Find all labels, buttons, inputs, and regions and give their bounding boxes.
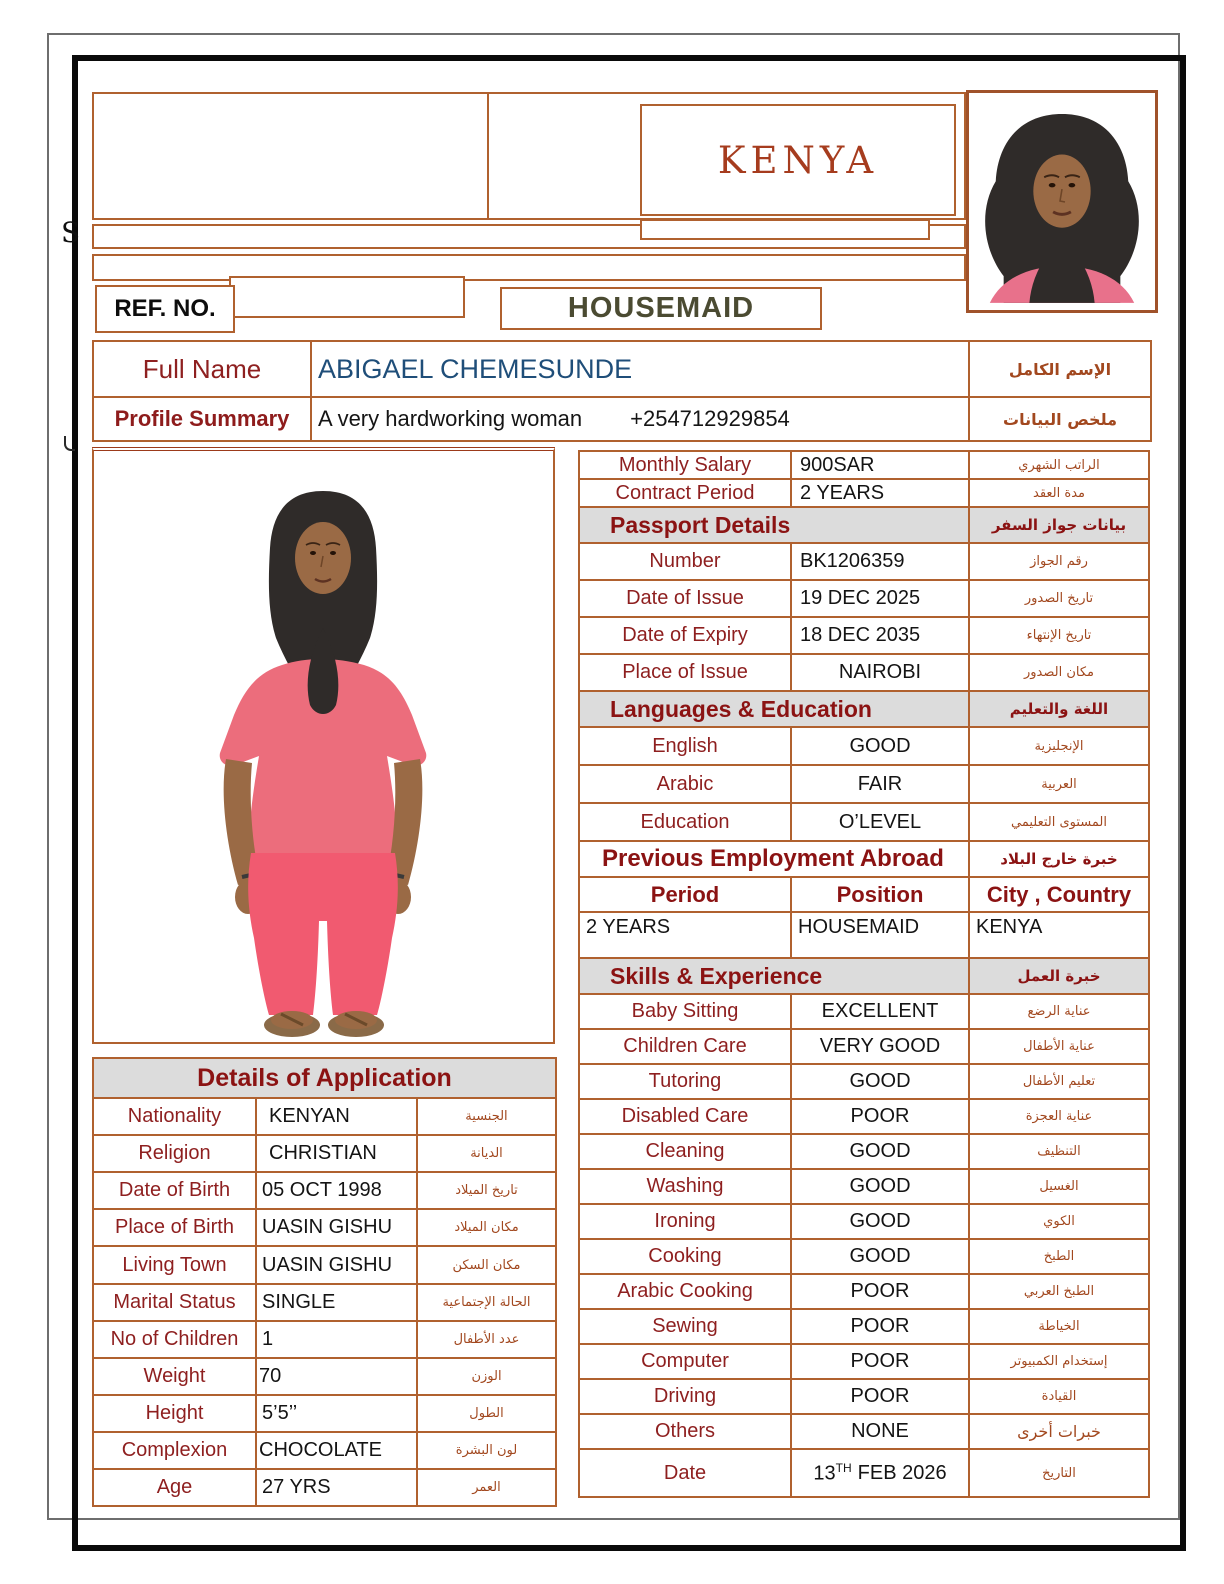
education-label: Education [579, 803, 791, 841]
profile-summary-arabic: ملخص البيانات [969, 397, 1151, 441]
passport-section-title: Passport Details [579, 507, 969, 543]
expiry-date-arabic: تاريخ الإنتهاء [969, 617, 1149, 654]
living-town-label: Living Town [93, 1246, 256, 1284]
ref-no-label: REF. NO. [114, 295, 216, 322]
applicant-full-photo [96, 453, 551, 1042]
driving-value: POOR [791, 1379, 969, 1414]
tutoring-label: Tutoring [579, 1064, 791, 1099]
profile-phone: +254712929854 [630, 406, 790, 431]
header-box-divider [487, 92, 489, 220]
stray-mark [64, 436, 75, 451]
issue-date-arabic: تاريخ الصدور [969, 580, 1149, 617]
education-value: O’LEVEL [791, 803, 969, 841]
children-count-value: 1 [256, 1321, 417, 1358]
nationality-label: Nationality [93, 1098, 256, 1135]
city-column-header: City , Country [969, 877, 1149, 912]
complexion-value: CHOCOLATE [256, 1432, 417, 1469]
washing-value: GOOD [791, 1169, 969, 1204]
education-arabic: المستوى التعليمي [969, 803, 1149, 841]
ironing-value: GOOD [791, 1204, 969, 1239]
computer-value: POOR [791, 1344, 969, 1379]
birth-place-label: Place of Birth [93, 1209, 256, 1246]
languages-section-title: Languages & Education [579, 691, 969, 727]
tutoring-arabic: تعليم الأطفال [969, 1064, 1149, 1099]
height-value: 5’5’’ [256, 1395, 417, 1432]
computer-arabic: إستخدام الكمبيوتر [969, 1344, 1149, 1379]
washing-label: Washing [579, 1169, 791, 1204]
ref-no-value-box [229, 276, 465, 318]
sewing-arabic: الخياطة [969, 1309, 1149, 1344]
issue-place-arabic: مكان الصدور [969, 654, 1149, 691]
contract-value: 2 YEARS [791, 479, 969, 507]
arabic-label: Arabic [579, 765, 791, 803]
issue-place-label: Place of Issue [579, 654, 791, 691]
nationality-value: KENYAN [256, 1098, 417, 1135]
country-title: KENYA [717, 138, 879, 182]
full-name-label: Full Name [93, 341, 311, 397]
employment-position: HOUSEMAID [791, 912, 969, 958]
childrencare-label: Children Care [579, 1029, 791, 1064]
height-arabic: الطول [417, 1395, 556, 1432]
living-town-arabic: مكان السكن [417, 1246, 556, 1284]
cleaning-value: GOOD [791, 1134, 969, 1169]
weight-label: Weight [93, 1358, 256, 1395]
disabledcare-arabic: عناية العجزة [969, 1099, 1149, 1134]
religion-arabic: الديانة [417, 1135, 556, 1172]
sewing-value: POOR [791, 1309, 969, 1344]
salary-value: 900SAR [791, 451, 969, 479]
expiry-date-label: Date of Expiry [579, 617, 791, 654]
driving-arabic: القيادة [969, 1379, 1149, 1414]
header-strip-under-country [640, 219, 930, 240]
babysitting-value: EXCELLENT [791, 994, 969, 1029]
passport-number-arabic: رقم الجواز [969, 543, 1149, 580]
contract-label: Contract Period [579, 479, 791, 507]
birth-date-arabic: تاريخ الميلاد [417, 1172, 556, 1209]
salary-arabic: الراتب الشهري [969, 451, 1149, 479]
profile-summary-value [311, 397, 969, 441]
ref-no-label-box [95, 285, 235, 333]
profile-summary-label: Profile Summary [93, 397, 311, 441]
country-title-box [640, 104, 956, 216]
weight-value: 70 [256, 1358, 417, 1395]
employment-section-arabic: خبرة خارج البلاد [969, 841, 1149, 877]
marital-status-value: SINGLE [256, 1284, 417, 1321]
arabic-arabic: العربية [969, 765, 1149, 803]
english-label: English [579, 727, 791, 765]
age-label: Age [93, 1469, 256, 1506]
period-column-header: Period [579, 877, 791, 912]
details-table [92, 1057, 557, 1507]
babysitting-arabic: عناية الرضع [969, 994, 1149, 1029]
others-value: NONE [791, 1414, 969, 1449]
ironing-label: Ironing [579, 1204, 791, 1239]
date-label: Date [579, 1449, 791, 1497]
english-arabic: الإنجليزية [969, 727, 1149, 765]
languages-section-arabic: اللغة والتعليم [969, 691, 1149, 727]
marital-status-label: Marital Status [93, 1284, 256, 1321]
contract-arabic: مدة العقد [969, 479, 1149, 507]
disabledcare-value: POOR [791, 1099, 969, 1134]
others-label: Others [579, 1414, 791, 1449]
babysitting-label: Baby Sitting [579, 994, 791, 1029]
others-arabic: خبرات أخرى [969, 1414, 1149, 1449]
applicant-headshot-frame [966, 90, 1158, 313]
ironing-arabic: الكوي [969, 1204, 1149, 1239]
tutoring-value: GOOD [791, 1064, 969, 1099]
marital-status-arabic: الحالة الإجتماعية [417, 1284, 556, 1321]
passport-number-value: BK1206359 [791, 543, 969, 580]
complexion-arabic: لون البشرة [417, 1432, 556, 1469]
skills-section-arabic: خبرة العمل [969, 958, 1149, 994]
complexion-label: Complexion [93, 1432, 256, 1469]
english-value: GOOD [791, 727, 969, 765]
employment-section-title: Previous Employment Abroad [579, 841, 969, 877]
position-title-box [500, 287, 822, 330]
height-label: Height [93, 1395, 256, 1432]
disabledcare-label: Disabled Care [579, 1099, 791, 1134]
applicant-full-photo-frame [92, 447, 555, 1044]
date-rest: FEB 2026 [857, 1462, 947, 1485]
date-value [791, 1449, 969, 1497]
cooking-arabic: الطبخ [969, 1239, 1149, 1274]
full-name-arabic: الإسم الكامل [969, 341, 1151, 397]
full-name-value: ABIGAEL CHEMESUNDE [311, 341, 969, 397]
childrencare-value: VERY GOOD [791, 1029, 969, 1064]
issue-date-label: Date of Issue [579, 580, 791, 617]
arabiccooking-label: Arabic Cooking [579, 1274, 791, 1309]
passport-section-arabic: بيانات جواز السفر [969, 507, 1149, 543]
driving-label: Driving [579, 1379, 791, 1414]
date-day: 13 [813, 1462, 836, 1485]
stray-letter: S [61, 216, 81, 249]
religion-value: CHRISTIAN [256, 1135, 417, 1172]
nationality-arabic: الجنسية [417, 1098, 556, 1135]
profile-text: A very hardworking woman [318, 406, 583, 431]
children-count-label: No of Children [93, 1321, 256, 1358]
employment-period: 2 YEARS [579, 912, 791, 958]
computer-label: Computer [579, 1344, 791, 1379]
cooking-value: GOOD [791, 1239, 969, 1274]
employment-city: KENYA [969, 912, 1149, 958]
sewing-label: Sewing [579, 1309, 791, 1344]
cleaning-label: Cleaning [579, 1134, 791, 1169]
date-ordinal: TH [835, 1460, 852, 1475]
issue-place-value: NAIROBI [791, 654, 969, 691]
cooking-label: Cooking [579, 1239, 791, 1274]
expiry-date-value: 18 DEC 2035 [791, 617, 969, 654]
arabic-value: FAIR [791, 765, 969, 803]
birth-date-value: 05 OCT 1998 [256, 1172, 417, 1209]
header-thin-row-2 [92, 254, 966, 281]
birth-place-arabic: مكان الميلاد [417, 1209, 556, 1246]
birth-place-value: UASIN GISHU [256, 1209, 417, 1246]
applicant-headshot [974, 98, 1150, 305]
date-arabic: التاريخ [969, 1449, 1149, 1497]
skills-section-title: Skills & Experience [579, 958, 969, 994]
position-title: HOUSEMAID [567, 292, 755, 324]
weight-arabic: الوزن [417, 1358, 556, 1395]
salary-label: Monthly Salary [579, 451, 791, 479]
children-count-arabic: عدد الأطفال [417, 1321, 556, 1358]
details-title: Details of Application [93, 1058, 556, 1098]
info-table [578, 450, 1150, 1498]
cleaning-arabic: التنظيف [969, 1134, 1149, 1169]
washing-arabic: الغسيل [969, 1169, 1149, 1204]
arabiccooking-value: POOR [791, 1274, 969, 1309]
position-column-header: Position [791, 877, 969, 912]
age-value: 27 YRS [256, 1469, 417, 1506]
age-arabic: العمر [417, 1469, 556, 1506]
living-town-value: UASIN GISHU [256, 1246, 417, 1284]
birth-date-label: Date of Birth [93, 1172, 256, 1209]
religion-label: Religion [93, 1135, 256, 1172]
childrencare-arabic: عناية الأطفال [969, 1029, 1149, 1064]
issue-date-value: 19 DEC 2025 [791, 580, 969, 617]
passport-number-label: Number [579, 543, 791, 580]
arabiccooking-arabic: الطبخ العربي [969, 1274, 1149, 1309]
name-table [92, 340, 1152, 442]
